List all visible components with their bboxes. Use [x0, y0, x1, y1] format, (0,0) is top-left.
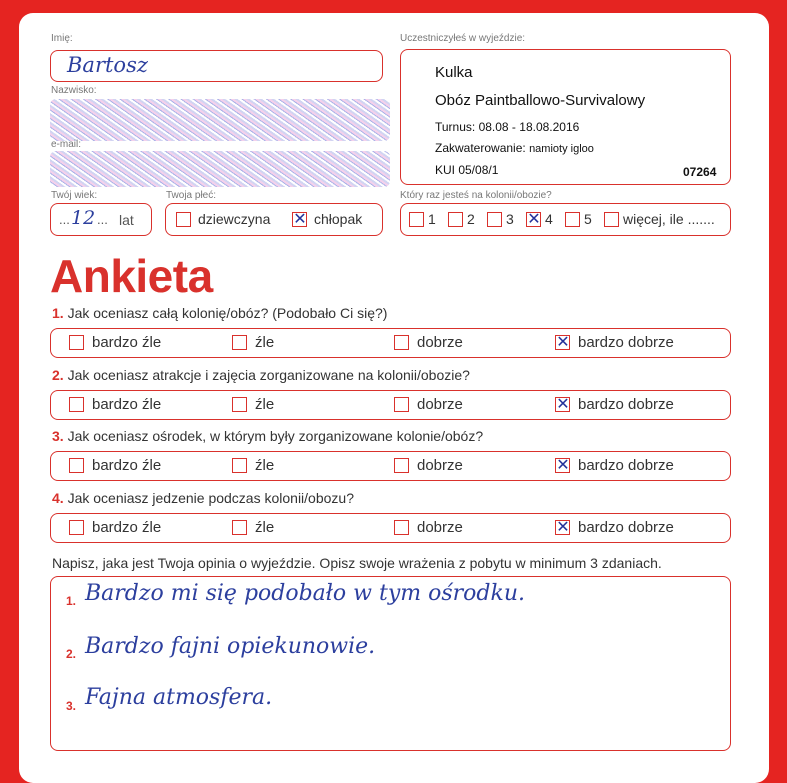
question-4-answer-row [50, 513, 731, 543]
question-text: Jak oceniasz jedzenie podczas kolonii/obozu? [67, 490, 354, 506]
opinion-line-num-3: 3. [66, 699, 77, 713]
rating-option-label: dobrze [417, 334, 463, 351]
participant-label: Uczestniczyłeś w wyjeździe: [400, 33, 526, 44]
rating-option-label: dobrze [417, 457, 463, 474]
gender-checkbox-girl[interactable] [176, 212, 191, 227]
times-checkbox-3[interactable] [487, 212, 502, 227]
age-unit: lat [119, 212, 134, 228]
age-label: Twój wiek: [51, 190, 98, 201]
times-option-1: 1 [428, 211, 436, 227]
name-value: Bartosz [67, 53, 148, 77]
name-label: Imię: [51, 33, 73, 44]
camp-name: Obóz Paintballowo-Survivalowy [435, 92, 646, 109]
age-field[interactable] [50, 203, 152, 236]
gender-option-boy: chłopak [314, 211, 363, 227]
rating-option-label: bardzo dobrze [578, 519, 674, 536]
question-2-checkbox-1[interactable] [69, 397, 84, 412]
age-dots-left: ... [59, 212, 70, 227]
check-mark: ✕ [556, 517, 570, 536]
question-3-checkbox-2[interactable] [232, 458, 247, 473]
question-text: Jak oceniasz ośrodek, w którym były zorganizowane kolonie/obóz? [67, 428, 484, 444]
rating-option-label: bardzo dobrze [578, 396, 674, 413]
opinion-line-num-1: 1. [66, 594, 77, 608]
question-3-answer-row [50, 451, 731, 481]
opinion-line-3: Fajna atmosfera. [85, 685, 273, 710]
question-3-checkbox-4[interactable] [555, 455, 570, 474]
times-option-3: 3 [506, 211, 514, 227]
gender-field [165, 203, 383, 236]
rating-option-label: źle [255, 457, 275, 474]
rating-option-label: bardzo źle [92, 457, 162, 474]
email-redacted [50, 151, 390, 187]
gender-mark-boy: ✕ [293, 209, 307, 228]
opinion-box[interactable] [50, 576, 731, 751]
question-2 [52, 367, 470, 383]
accommodation-value: namioty igloo [529, 143, 594, 155]
camp-organizer: Kulka [435, 64, 473, 81]
surname-label: Nazwisko: [51, 85, 97, 96]
age-value: 12 [71, 207, 96, 229]
question-3 [52, 428, 483, 444]
question-1 [52, 305, 387, 321]
question-4-checkbox-3[interactable] [394, 520, 409, 535]
gender-checkbox-boy[interactable] [292, 209, 307, 228]
rating-option-label: bardzo źle [92, 519, 162, 536]
check-mark: ✕ [556, 394, 570, 413]
question-text: Jak oceniasz całą kolonię/obóz? (Podobało Ci się?) [67, 305, 388, 321]
question-1-answer-row [50, 328, 731, 358]
times-checkbox-2[interactable] [448, 212, 463, 227]
times-mark-4: ✕ [527, 209, 541, 228]
rating-option-label: źle [255, 396, 275, 413]
question-number: 1. [52, 305, 64, 321]
age-dots-right: ... [97, 212, 108, 227]
rating-option-label: bardzo dobrze [578, 334, 674, 351]
question-number: 3. [52, 428, 64, 444]
times-checkbox-more[interactable] [604, 212, 619, 227]
question-number: 2. [52, 367, 64, 383]
times-option-2: 2 [467, 211, 475, 227]
check-mark: ✕ [556, 455, 570, 474]
question-1-checkbox-3[interactable] [394, 335, 409, 350]
page-title: Ankieta [50, 250, 213, 302]
camp-code: KUI 05/08/1 [435, 163, 499, 177]
times-checkbox-4[interactable] [526, 209, 541, 228]
rating-option-label: bardzo dobrze [578, 457, 674, 474]
camp-accommodation [435, 141, 594, 155]
opinion-line-2: Bardzo fajni opiekunowie. [85, 634, 376, 659]
times-checkbox-1[interactable] [409, 212, 424, 227]
rating-option-label: bardzo źle [92, 396, 162, 413]
opinion-prompt: Napisz, jaka jest Twoja opinia o wyjeździe. Opisz swoje wrażenia z pobytu w minimum 3 zdaniach. [52, 555, 662, 571]
opinion-line-1: Bardzo mi się podobało w tym ośrodku. [85, 581, 525, 606]
question-4 [52, 490, 354, 506]
rating-option-label: źle [255, 334, 275, 351]
opinion-line-num-2: 2. [66, 647, 77, 661]
times-option-5: 5 [584, 211, 592, 227]
question-4-checkbox-2[interactable] [232, 520, 247, 535]
check-mark: ✕ [556, 332, 570, 351]
question-4-checkbox-4[interactable] [555, 517, 570, 536]
question-4-checkbox-1[interactable] [69, 520, 84, 535]
camp-info-box [400, 49, 731, 185]
survey-sheet [19, 13, 769, 783]
question-2-answer-row [50, 390, 731, 420]
times-option-more: więcej, ile ....... [623, 211, 715, 227]
camp-number: 07264 [683, 165, 717, 179]
rating-option-label: dobrze [417, 519, 463, 536]
question-1-checkbox-2[interactable] [232, 335, 247, 350]
rating-option-label: bardzo źle [92, 334, 162, 351]
surname-redacted [50, 99, 390, 141]
times-label: Który raz jesteś na kolonii/obozie? [400, 190, 552, 201]
times-option-4: 4 [545, 211, 553, 227]
times-field [400, 203, 731, 236]
question-1-checkbox-1[interactable] [69, 335, 84, 350]
name-field[interactable] [50, 50, 383, 82]
question-2-checkbox-2[interactable] [232, 397, 247, 412]
gender-option-girl: dziewczyna [198, 211, 271, 227]
times-checkbox-5[interactable] [565, 212, 580, 227]
question-2-checkbox-3[interactable] [394, 397, 409, 412]
question-1-checkbox-4[interactable] [555, 332, 570, 351]
rating-option-label: dobrze [417, 396, 463, 413]
question-3-checkbox-3[interactable] [394, 458, 409, 473]
rating-option-label: źle [255, 519, 275, 536]
question-number: 4. [52, 490, 64, 506]
gender-label: Twoja płeć: [166, 190, 217, 201]
email-label: e-mail: [51, 139, 82, 150]
question-text: Jak oceniasz atrakcje i zajęcia zorganizowane na kolonii/obozie? [67, 367, 470, 383]
question-2-checkbox-4[interactable] [555, 394, 570, 413]
question-3-checkbox-1[interactable] [69, 458, 84, 473]
accommodation-label: Zakwaterowanie: [435, 141, 526, 155]
camp-turnus: Turnus: 08.08 - 18.08.2016 [435, 120, 580, 134]
